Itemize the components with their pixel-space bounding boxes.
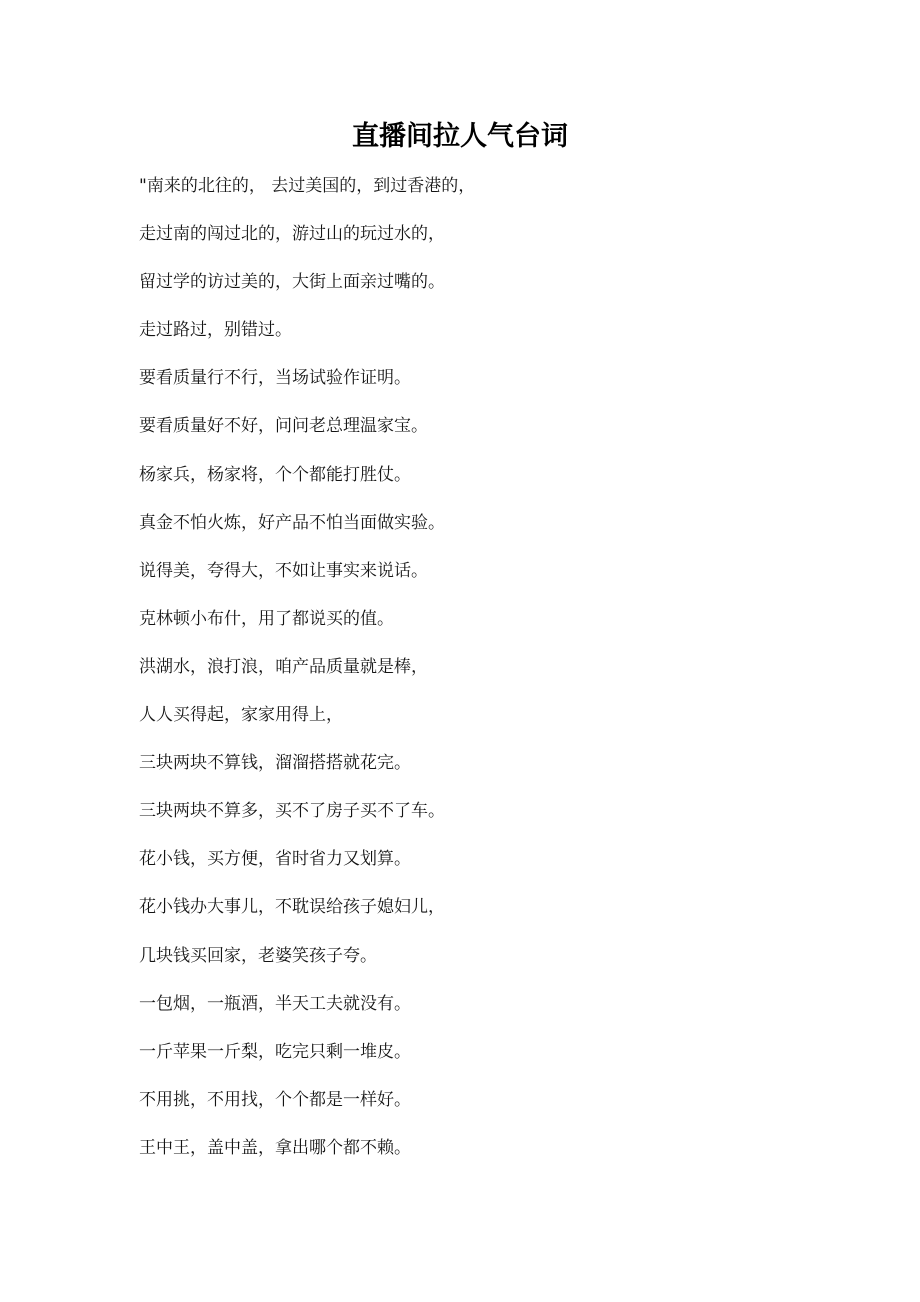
script-line: 真金不怕火炼，好产品不怕当面做实验。 [139,512,445,533]
script-line: 要看质量好不好，问问老总理温家宝。 [139,416,428,437]
script-line: "南来的北往的， 去过美国的，到过香港的， [139,176,476,196]
script-lines [139,168,839,1178]
script-line: 人人买得起，家家用得上， [139,705,343,726]
document-title: 直播间拉人气台词 [352,121,568,152]
script-line: 三块两块不算钱，溜溜搭搭就花完。 [139,753,411,774]
script-line: 一斤苹果一斤梨，吃完只剩一堆皮。 [139,1041,411,1062]
script-line: 不用挑，不用找，个个都是一样好。 [139,1089,411,1110]
script-line: 杨家兵，杨家将，个个都能打胜仗。 [139,464,411,485]
script-line: 几块钱买回家，老婆笑孩子夸。 [139,945,377,966]
script-line: 花小钱，买方便，省时省力又划算。 [139,849,411,870]
script-line: 三块两块不算多，买不了房子买不了车。 [139,801,445,822]
script-line: 要看质量行不行，当场试验作证明。 [139,368,411,389]
script-line: 留过学的访过美的，大街上面亲过嘴的。 [139,272,445,293]
script-line: 花小钱办大事儿，不耽误给孩子媳妇儿， [139,897,445,918]
script-line: 克林顿小布什，用了都说买的值。 [139,608,394,629]
script-line: 走过路过，别错过。 [139,320,292,341]
script-line: 一包烟，一瓶酒，半天工夫就没有。 [139,993,411,1014]
script-line: 走过南的闯过北的，游过山的玩过水的， [139,224,445,245]
script-line: 洪湖水，浪打浪，咱产品质量就是棒， [139,656,428,677]
script-line: 王中王，盖中盖，拿出哪个都不赖。 [139,1137,411,1158]
script-line: 说得美，夸得大，不如让事实来说话。 [139,560,428,581]
